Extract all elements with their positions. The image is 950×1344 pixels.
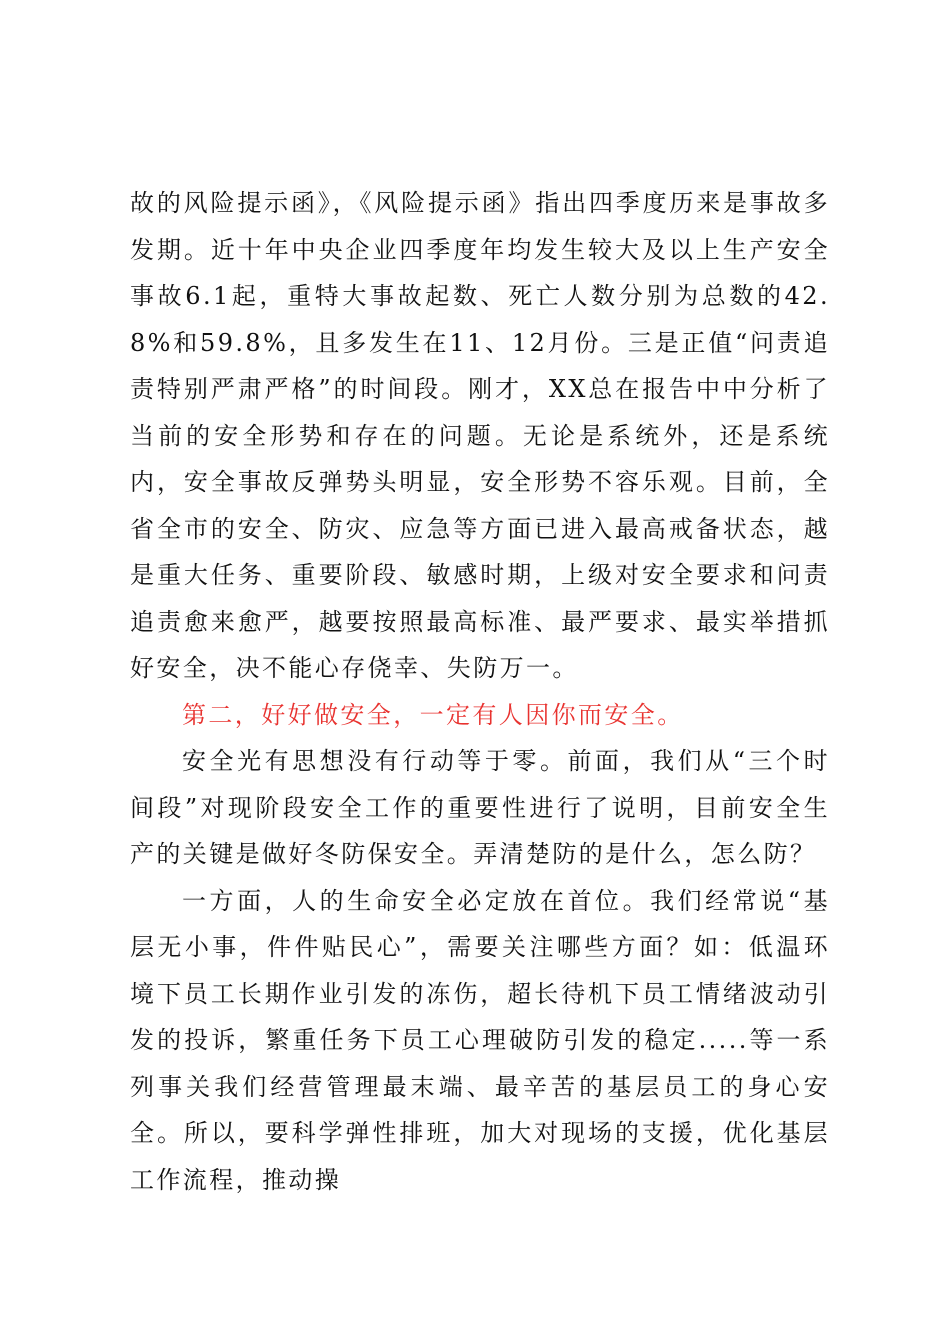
- paragraph-continuation: 故的风险提示函》，《风险提示函》指出四季度历来是事故多发期。近十年中央企业四季度年均发生较大及以上生产安全事故6.1起，重特大事故起数、死亡人数分别为总数的42.8%和59.8%，且多发生在11、12月份。三是正值“问责追责特别严肃严格”的时间段。刚才，XX总在报告中中分析了当前的安全形势和存在的问题。无论是系统外，还是系统内，安全事故反弹势头明显，安全形势不容乐观。目前，全省全市的安全、防灾、应急等方面已进入最高戒备状态，越是重大任务、重要阶段、敏感时期，上级对安全要求和问责追责愈来愈严，越要按照最高标准、最严要求、最实举措抓好安全，决不能心存侥幸、失防万一。: [130, 189, 830, 682]
- section-heading-second: 第二，好好做安全，一定有人因你而安全。: [182, 700, 684, 729]
- document-body: [130, 180, 830, 1203]
- paragraph-safety-action: 安全光有思想没有行动等于零。前面，我们从“三个时间段”对现阶段安全工作的重要性进行了说明，目前安全生产的关键是做好冬防保安全。弄清楚防的是什么，怎么防？: [130, 747, 830, 868]
- paragraph-life-safety: 一方面，人的生命安全必定放在首位。我们经常说“基层无小事，件件贴民心”，需要关注哪些方面？如：低温环境下员工长期作业引发的冻伤，超长待机下员工情绪波动引发的投诉，繁重任务下员工心理破防引发的稳定.....等一系列事关我们经营管理最末端、最辛苦的基层员工的身心安全。所以，要科学弹性排班，加大对现场的支援，优化基层工作流程，推动操: [130, 886, 830, 1194]
